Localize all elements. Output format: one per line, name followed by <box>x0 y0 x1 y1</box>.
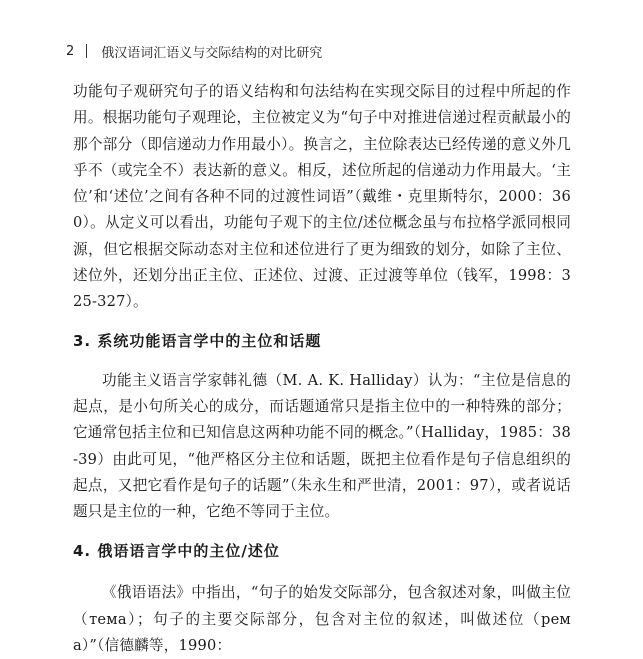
page-body <box>73 79 571 659</box>
paragraph-halliday: 功能主义语言学家韩礼德（M. A. K. Halliday）认为：“主位是信息的起点，是小句所关心的成分，而话题通常只是指主位中的一种特殊的部分；它通常包括主位和已知信息这两种功能不同的概念。”（Halliday，1985：38-39）由此可见，“他严格区分主位和话题，既把主位看作是句子信息组织的起点，又把它看作是句子的话题”（朱永生和严世清，2001：97），或者说话题只是主位的一种，它绝不等同于主位。 <box>73 371 571 521</box>
paragraph-functional-sentence-perspective: 功能句子观研究句子的语义结构和句法结构在实现交际目的过程中所起的作用。根据功能句子观理论，主位被定义为“句子中对推进信递过程贡献最小的那个部分（即信递动力作用最小）。换言之，主位除表达已经传递的意义外几乎不（或完全不）表达新的意义。相反，述位所起的信递动力作用最大。‘主位’和‘述位’之间有各种不同的过渡性词语”（戴维・克里斯特尔，2000：360）。从定义可以看出，功能句子观下的主位/述位概念虽与布拉格学派同根同源，但它根据交际动态对主位和述位进行了更为细致的划分，如除了主位、述位外，还划分出正主位、正述位、过渡、正过渡等单位（钱军，1998：325-327）。 <box>73 83 571 311</box>
header-divider <box>86 44 87 58</box>
paragraph-russian-grammar: 《俄语语法》中指出，“句子的始发交际部分，包含叙述对象，叫做主位（тема）；句子的主要交际部分，包含对主位的叙述，叫做述位（рема）”（信德麟等，1990： <box>73 584 571 655</box>
page-number: 2 <box>66 43 75 59</box>
section-heading-4: 4. 俄语语言学中的主位/述位 <box>73 542 280 561</box>
running-header <box>66 40 322 62</box>
book-title: 俄汉语词汇语义与交际结构的对比研究 <box>101 45 323 61</box>
section-heading-3: 3. 系统功能语言学中的主位和话题 <box>73 331 322 350</box>
